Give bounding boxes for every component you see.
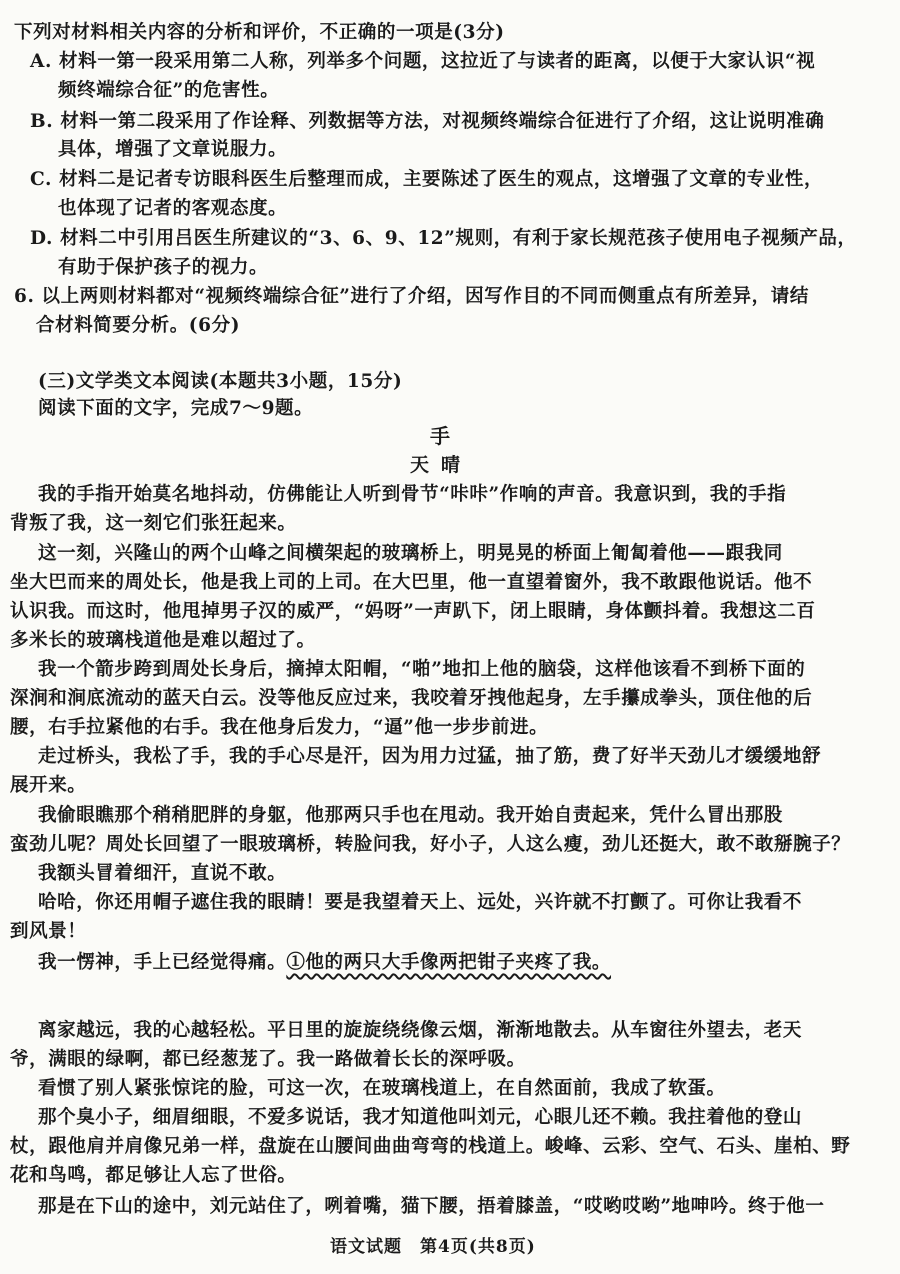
paragraph-3-line2: 深涧和涧底流动的蓝天白云。没等他反应过来，我咬着牙拽他起身，左手攥成拳头，顶住他的后 — [10, 688, 813, 709]
q5-option-a-line2: 频终端综合征”的危害性。 — [58, 80, 280, 101]
paragraph-11-line1: 那个臭小子，细眉细眼，不爱多说话，我才知道他叫刘元，心眼儿还不赖。我拄着他的登山 — [38, 1107, 803, 1128]
page-footer: 语文试题 第4页(共8页) — [330, 1237, 536, 1257]
marked-sentence-1: ①他的两只大手像两把钳子夹疼了我。 — [286, 952, 612, 973]
paragraph-9-line1: 离家越远，我的心越轻松。平日里的旋旋绕绕像云烟，渐渐地散去。从车窗往外望去，老天 — [38, 1020, 803, 1041]
paragraph-4-line1: 走过桥头，我松了手，我的手心尽是汗，因为用力过猛，抽了筋，费了好半天劲儿才缓缓地舒 — [38, 746, 822, 767]
section3-heading: (三)文学类文本阅读(本题共3小题，15分) — [38, 371, 403, 392]
paragraph-12: 那是在下山的途中，刘元站住了，咧着嘴，猫下腰，捂着膝盖，“哎哟哎哟”地呻吟。终于他一 — [38, 1196, 825, 1217]
paragraph-11-line3: 花和鸟鸣，都足够让人忘了世俗。 — [10, 1165, 297, 1186]
q6-line1: 6. 以上两则材料都对“视频终端综合征”进行了介绍，因写作目的不同而侧重点有所差异，请结 — [14, 286, 809, 307]
story-title: 手 — [430, 424, 452, 448]
q5-option-c-line2: 也体现了记者的客观态度。 — [58, 198, 288, 219]
q5-option-b-line1: B. 材料一第二段采用了作诠释、列数据等方法，对视频终端综合征进行了介绍，这让说明准确 — [30, 111, 825, 132]
paragraph-11-line2: 杖，跟他肩并肩像兄弟一样，盘旋在山腰间曲曲弯弯的栈道上。峻峰、云彩、空气、石头、崖柏、野 — [10, 1136, 851, 1157]
q5-option-b-line2: 具体，增强了文章说服力。 — [58, 139, 288, 160]
paragraph-5-line1: 我偷眼瞧那个稍稍肥胖的身躯，他那两只手也在甩动。我开始自责起来，凭什么冒出那股 — [38, 805, 783, 826]
q5-stem: 下列对材料相关内容的分析和评价，不正确的一项是(3分) — [14, 22, 505, 43]
paragraph-1-line2: 背叛了我，这一刻它们张狂起来。 — [10, 513, 297, 534]
paragraph-3-line3: 腰，右手拉紧他的右手。我在他身后发力，“逼”他一步步前进。 — [10, 717, 549, 738]
paragraph-1-line1: 我的手指开始莫名地抖动，仿佛能让人听到骨节“咔咔”作响的声音。我意识到，我的手指 — [38, 484, 787, 505]
paragraph-6: 我额头冒着细汗，直说不敢。 — [38, 863, 287, 884]
paragraph-4-line2: 展开来。 — [10, 775, 87, 796]
q5-option-d-line2: 有助于保护孩子的视力。 — [58, 257, 269, 278]
q6-line2: 合材料简要分析。(6分) — [36, 315, 241, 336]
paragraph-2-line3: 认识我。而这时，他甩掉男子汉的威严，“妈呀”一声趴下，闭上眼睛，身体颤抖着。我想这二百 — [10, 601, 816, 622]
paragraph-9-line2: 爷，满眼的绿啊，都已经葱茏了。我一路做着长长的深呼吸。 — [10, 1049, 526, 1070]
section3-instruction: 阅读下面的文字，完成7～9题。 — [38, 398, 314, 419]
paragraph-10: 看惯了别人紧张惊诧的脸，可这一次，在玻璃栈道上，在自然面前，我成了软蛋。 — [38, 1078, 726, 1099]
q5-option-a-line1: A. 材料一第一段采用第二人称，列举多个问题，这拉近了与读者的距离，以便于大家认识“视 — [30, 51, 816, 72]
paragraph-8 — [38, 950, 611, 976]
paragraph-5-line2: 蛮劲儿呢？周处长回望了一眼玻璃桥，转脸问我，好小子，人这么瘦，劲儿还挺大，敢不敢掰腕子？ — [10, 834, 851, 855]
paragraph-2-line4: 多米长的玻璃栈道他是难以超过了。 — [10, 630, 316, 651]
paragraph-8-lead: 我一愣神，手上已经觉得痛。 — [38, 952, 287, 973]
paragraph-2-line2: 坐大巴而来的周处长，他是我上司的上司。在大巴里，他一直望着窗外，我不敢跟他说话。他不 — [10, 572, 813, 593]
q5-option-c-line1: C. 材料二是记者专访眼科医生后整理而成，主要陈述了医生的观点，这增强了文章的专业性， — [30, 169, 824, 190]
story-author: 天晴 — [410, 454, 473, 476]
paragraph-7-line2: 到风景！ — [10, 921, 87, 942]
paragraph-3-line1: 我一个箭步跨到周处长身后，摘掉太阳帽，“啪”地扣上他的脑袋，这样他该看不到桥下面的 — [38, 659, 806, 680]
paragraph-2-line1: 这一刻，兴隆山的两个山峰之间横架起的玻璃桥上，明晃晃的桥面上匍匐着他——跟我同 — [38, 543, 783, 564]
paragraph-7-line1: 哈哈，你还用帽子遮住我的眼睛！要是我望着天上、远处，兴许就不打颤了。可你让我看不 — [38, 892, 803, 913]
q5-option-d-line1: D. 材料二中引用吕医生所建议的“3、6、9、12”规则，有利于家长规范孩子使用电子视频产品， — [30, 228, 857, 249]
